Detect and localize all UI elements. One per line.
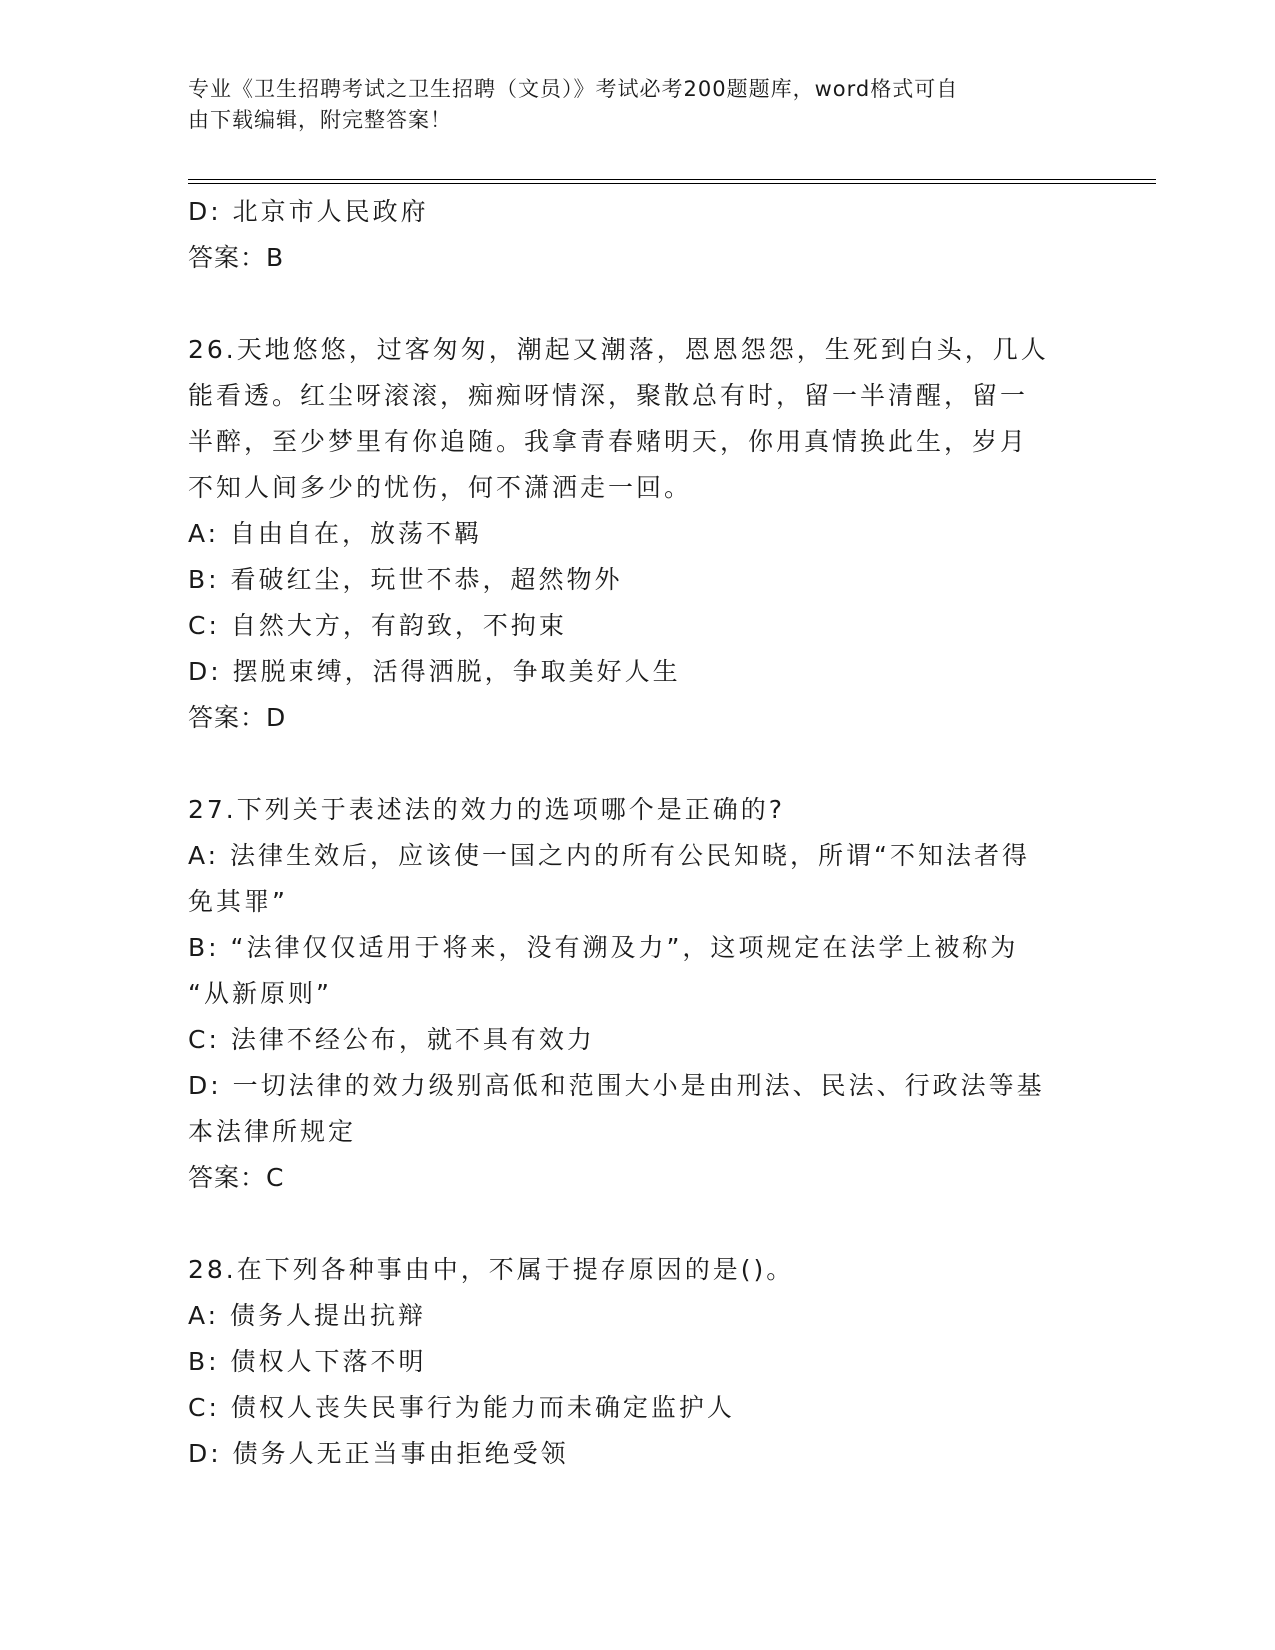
spacer bbox=[188, 741, 1078, 787]
header-line-1: 专业《卫生招聘考试之卫生招聘（文员）》考试必考200题题库，word格式可自 bbox=[188, 77, 959, 101]
question-27 bbox=[188, 787, 1078, 1201]
question-stem-line: 不知人间多少的忧伤，何不潇洒走一回。 bbox=[188, 473, 693, 502]
option-d-continued: 本法律所规定 bbox=[188, 1117, 357, 1146]
option-d: D: 一切法律的效力级别高低和范围大小是由刑法、民法、行政法等基 bbox=[188, 1071, 1045, 1100]
option-b-continued: “从新原则” bbox=[188, 979, 332, 1008]
question-28 bbox=[188, 1247, 1078, 1477]
question-26 bbox=[188, 327, 1078, 741]
spacer bbox=[188, 281, 1078, 327]
question-stem-line: 能看透。红尘呀滚滚，痴痴呀情深，聚散总有时，留一半清醒，留一 bbox=[188, 381, 1029, 410]
option-a: A: 债务人提出抗辩 bbox=[188, 1301, 427, 1330]
header-divider-bottom bbox=[188, 183, 1156, 184]
document-header bbox=[188, 74, 1068, 136]
answer: 答案：D bbox=[188, 703, 287, 732]
question-stem: 28.在下列各种事由中，不属于提存原因的是()。 bbox=[188, 1255, 795, 1284]
option-d: D: 摆脱束缚，活得洒脱，争取美好人生 bbox=[188, 657, 681, 686]
option-b: B: 看破红尘，玩世不恭，超然物外 bbox=[188, 565, 623, 594]
option-c: C: 法律不经公布，就不具有效力 bbox=[188, 1025, 595, 1054]
option-b: B: “法律仅仅适用于将来，没有溯及力”，这项规定在法学上被称为 bbox=[188, 933, 1019, 962]
option-a: A: 法律生效后，应该使一国之内的所有公民知晓，所谓“不知法者得 bbox=[188, 841, 1030, 870]
question-stem: 27.下列关于表述法的效力的选项哪个是正确的? bbox=[188, 795, 786, 824]
option-a-continued: 免其罪” bbox=[188, 887, 288, 916]
option-d: D: 北京市人民政府 bbox=[188, 197, 429, 226]
option-a: A: 自由自在，放荡不羁 bbox=[188, 519, 483, 548]
document-body bbox=[188, 189, 1078, 1477]
option-b: B: 债权人下落不明 bbox=[188, 1347, 427, 1376]
question-25-tail bbox=[188, 189, 1078, 281]
answer: 答案：C bbox=[188, 1163, 285, 1192]
option-d: D: 债务人无正当事由拒绝受领 bbox=[188, 1439, 569, 1468]
question-stem-line: 26.天地悠悠，过客匆匆，潮起又潮落，恩恩怨怨，生死到白头，几人 bbox=[188, 335, 1049, 364]
question-stem-line: 半醉，至少梦里有你追随。我拿青春赌明天，你用真情换此生，岁月 bbox=[188, 427, 1029, 456]
option-c: C: 债权人丧失民事行为能力而未确定监护人 bbox=[188, 1393, 735, 1422]
header-line-2: 由下载编辑，附完整答案！ bbox=[188, 108, 452, 132]
answer: 答案：B bbox=[188, 243, 285, 272]
header-divider-top bbox=[188, 179, 1156, 180]
spacer bbox=[188, 1201, 1078, 1247]
option-c: C: 自然大方，有韵致，不拘束 bbox=[188, 611, 567, 640]
